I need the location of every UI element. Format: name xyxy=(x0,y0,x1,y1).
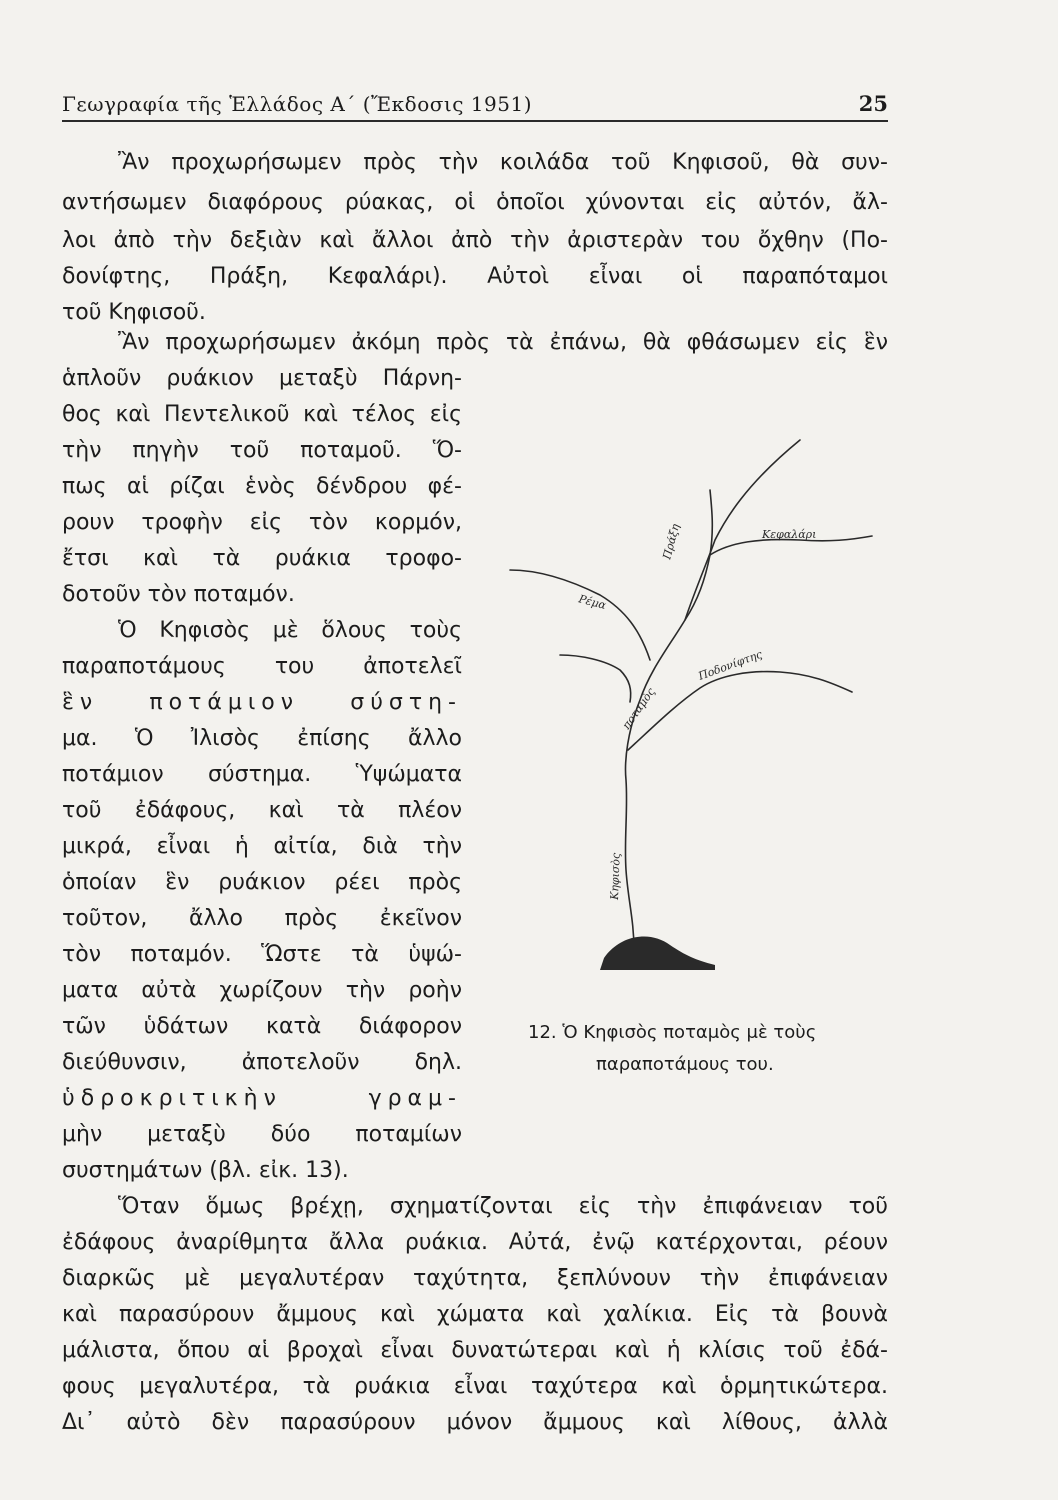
page-number: 25 xyxy=(858,91,888,116)
paragraph3-column-line: διεύθυνσιν, ἀποτελοῦν δηλ. xyxy=(62,1050,462,1075)
paragraph2-column-line: πως αἱ ρίζαι ἑνὸς δένδρου φέ- xyxy=(62,474,462,499)
paragraph3-column-line: ματα αὐτὰ χωρίζουν τὴν ροὴν xyxy=(62,978,462,1003)
paragraph3-column-line: μα. Ὁ Ἰλισὸς ἐπίσης ἄλλο xyxy=(62,726,462,751)
label-main-river: Κηφισὸς xyxy=(608,852,623,901)
label-left-tributary: Ρέμα xyxy=(577,592,608,613)
left-tributary-path xyxy=(510,570,650,660)
paragraph1-line: δονίφτης, Πράξη, Κεφαλάρι). Αὐτοὶ εἶναι οἱ παραπόταμοι xyxy=(62,264,888,289)
paragraph3-column-line: μὴν μεταξὺ δύο ποταμίων xyxy=(62,1122,462,1147)
source-hill xyxy=(600,936,715,970)
river-sketch-svg xyxy=(500,430,900,990)
paragraph4-line: ἐδάφους ἀναρίθμητα ἄλλα ρυάκια. Αὐτά, ἐνῷ κατέρχονται, ρέουν xyxy=(62,1230,888,1255)
label-upper-right-branch: Κεφαλάρι xyxy=(762,528,817,541)
running-header xyxy=(62,82,888,122)
paragraph2-column-line: ἁπλοῦν ρυάκιον μεταξὺ Πάρνη- xyxy=(62,366,462,391)
paragraph3-column-line: ἓν ποτάμιον σύστη- xyxy=(62,690,462,715)
paragraph4-line: καὶ παρασύρουν ἄμμους καὶ χώματα καὶ χαλίκια. Εἰς τὰ βουνὰ xyxy=(62,1302,888,1327)
figure-caption-line1: 12. Ὁ Κηφισὸς ποταμὸς μὲ τοὺς xyxy=(528,1022,817,1043)
paragraph3-column-line: ὑδροκριτικὴν γραμ- xyxy=(62,1086,462,1111)
paragraph3-column-line: τὸν ποταμόν. Ὥστε τὰ ὑψώ- xyxy=(62,942,462,967)
paragraph2-column-line: τὴν πηγὴν τοῦ ποταμοῦ. Ὅ- xyxy=(62,438,462,463)
paragraph3-column-line: ὁποίαν ἓν ρυάκιον ρέει πρὸς xyxy=(62,870,462,895)
paragraph3-column-line: μικρά, εἶναι ἡ αἰτία, διὰ τὴν xyxy=(62,834,462,859)
small-left-branch-path xyxy=(560,655,631,702)
paragraph3-column-line: παραποτάμους του ἀποτελεῖ xyxy=(62,654,462,679)
figure-river-diagram xyxy=(500,430,900,990)
paragraph3-column-line: τοῦτον, ἄλλο πρὸς ἐκεῖνον xyxy=(62,906,462,931)
paragraph3-column-line: τοῦ ἐδάφους, καὶ τὰ πλέον xyxy=(62,798,462,823)
header-title: Γεωγραφία τῆς Ἑλλάδος Α΄ (Ἔκδοσις 1951) xyxy=(62,92,533,116)
paragraph1-line: αντήσωμεν διαφόρους ρύακας, οἱ ὁποῖοι χύνονται εἰς αὐτόν, ἄλ- xyxy=(62,190,888,215)
paragraph4-line: Δι᾽ αὐτὸ δὲν παρασύρουν μόνον ἄμμους καὶ λίθους, ἀλλὰ xyxy=(62,1410,888,1435)
paragraph4-line: μάλιστα, ὅπου αἱ βροχαὶ εἶναι δυνατώτεραι καὶ ἡ κλίσις τοῦ ἐδά- xyxy=(62,1338,888,1363)
paragraph1-line: τοῦ Κηφισοῦ. xyxy=(62,300,206,325)
figure-caption-line2: παραποτάμους του. xyxy=(596,1054,774,1075)
paragraph1-line: Ἂν προχωρήσωμεν πρὸς τὴν κοιλάδα τοῦ Κηφισοῦ, θὰ συν- xyxy=(118,150,888,175)
label-trunk-upper: ποταμὸς xyxy=(619,685,658,732)
paragraph3-column-line: τῶν ὑδάτων κατὰ διάφορον xyxy=(62,1014,462,1039)
paragraph4-line: Ὅταν ὅμως βρέχῃ, σχηματίζονται εἰς τὴν ἐπιφάνειαν τοῦ xyxy=(118,1194,888,1219)
paragraph4-line: φους μεγαλυτέρα, τὰ ρυάκια εἶναι ταχύτερα καὶ ὁρμητικώτερα. xyxy=(62,1374,888,1399)
paragraph2-line: Ἂν προχωρήσωμεν ἀκόμη πρὸς τὰ ἐπάνω, θὰ φθάσωμεν εἰς ἓν xyxy=(118,330,888,355)
paragraph2-column-line: θος καὶ Πεντελικοῦ καὶ τέλος εἰς xyxy=(62,402,462,427)
paragraph1-line: λοι ἀπὸ τὴν δεξιὰν καὶ ἄλλοι ἀπὸ τὴν ἀριστερὰν του ὄχθην (Πο- xyxy=(62,228,888,253)
label-right-tributary: Ποδονίφτης xyxy=(696,647,764,683)
label-upper-left-branch: Πράξη xyxy=(660,522,683,561)
paragraph3-column-line: συστημάτων (βλ. εἰκ. 13). xyxy=(62,1158,349,1183)
paragraph4-line: διαρκῶς μὲ μεγαλυτέραν ταχύτητα, ξεπλύνουν τὴν ἐπιφάνειαν xyxy=(62,1266,888,1291)
right-tributary-path xyxy=(628,672,852,750)
paragraph2-column-line: ρουν τροφὴν εἰς τὸν κορμόν, xyxy=(62,510,462,535)
paragraph3-column-line: Ὁ Κηφισὸς μὲ ὅλους τοὺς xyxy=(118,618,462,643)
paragraph2-column-line: δοτοῦν τὸν ποταμόν. xyxy=(62,582,295,607)
paragraph2-column-line: ἔτσι καὶ τὰ ρυάκια τροφο- xyxy=(62,546,462,571)
paragraph3-column-line: ποτάμιον σύστημα. Ὑψώματα xyxy=(62,762,462,787)
